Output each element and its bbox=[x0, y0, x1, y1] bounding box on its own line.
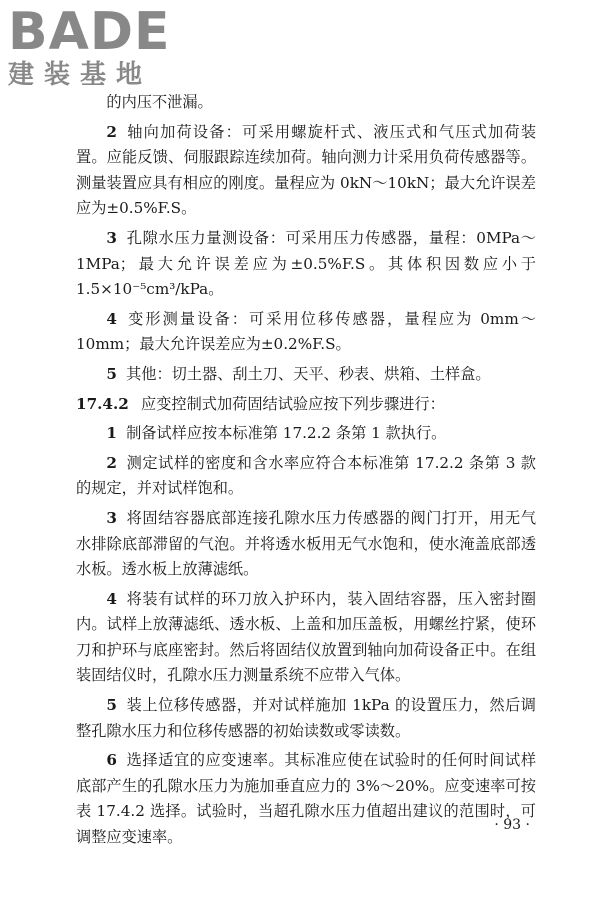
section-text: 应变控制式加荷固结试验应按下列步骤进行： bbox=[141, 394, 445, 413]
step-text: 选择适宜的应变速率。其标准应使在试验时的任何时间试样底部产生的孔隙水压力为施加垂直应力的 3%～20%。应变速率可按表 17.4.2 选择。试验时，当超孔隙水压力值超出建议的范围时，可调整应变速率。 bbox=[76, 751, 536, 847]
step-5 bbox=[76, 693, 536, 744]
item-text: 孔隙水压力量测设备：可采用压力传感器，量程：0MPa～1MPa；最大允许误差应为±0.5%F.S。其体积因数应小于 1.5×10⁻⁵cm³/kPa。 bbox=[76, 228, 536, 299]
page-number: · 93 · bbox=[494, 817, 530, 833]
document-body bbox=[76, 90, 536, 855]
item-4-deformation-equipment bbox=[76, 307, 536, 358]
section-number: 17.4.2 bbox=[76, 394, 129, 413]
item-number: 2 bbox=[106, 122, 117, 141]
step-2 bbox=[76, 451, 536, 502]
item-number: 5 bbox=[106, 364, 117, 383]
paragraph-text: 的内压不泄漏。 bbox=[106, 93, 213, 111]
watermark-logo bbox=[8, 2, 188, 90]
item-text: 其他：切土器、刮土刀、天平、秒表、烘箱、土样盒。 bbox=[126, 364, 491, 383]
step-4 bbox=[76, 587, 536, 689]
paragraph-continuation bbox=[106, 90, 536, 116]
item-5-other-equipment bbox=[76, 362, 536, 388]
section-heading-17-4-2 bbox=[76, 392, 536, 418]
step-number: 6 bbox=[106, 751, 117, 770]
item-2-loading-equipment bbox=[76, 120, 536, 222]
step-6 bbox=[76, 748, 536, 850]
item-text: 变形测量设备：可采用位移传感器，量程应为 0mm～10mm；最大允许误差应为±0.2%F.S。 bbox=[76, 309, 536, 354]
step-number: 4 bbox=[106, 589, 117, 608]
step-number: 3 bbox=[106, 508, 117, 527]
item-3-pore-pressure-equipment bbox=[76, 226, 536, 303]
step-text: 将装有试样的环刀放入护环内，装入固结容器，压入密封圈内。试样上放薄滤纸、透水板、上盖和加压盖板，用螺丝拧紧，使环刀和护环与底座密封。然后将固结仪放置到轴向加荷设备正中。在组装固结仪时，孔隙水压力测量系统不应带入气体。 bbox=[76, 589, 536, 685]
step-text: 装上位移传感器，并对试样施加 1kPa 的设置压力，然后调整孔隙水压力和位移传感器的初始读数或零读数。 bbox=[76, 696, 536, 740]
step-number: 2 bbox=[106, 453, 117, 472]
step-text: 测定试样的密度和含水率应符合本标准第 17.2.2 条第 3 款的规定，并对试样饱和。 bbox=[76, 453, 536, 498]
step-number: 1 bbox=[106, 424, 117, 443]
item-number: 4 bbox=[106, 309, 117, 328]
item-number: 3 bbox=[106, 228, 117, 247]
step-1 bbox=[76, 421, 536, 447]
step-text: 制备试样应按本标准第 17.2.2 条第 1 款执行。 bbox=[126, 424, 447, 443]
step-3 bbox=[76, 506, 536, 583]
watermark-brand: BADE bbox=[8, 2, 171, 62]
step-number: 5 bbox=[106, 696, 117, 715]
item-text: 轴向加荷设备：可采用螺旋杆式、液压式和气压式加荷装置。应能反馈、伺服跟踪连续加荷。轴向测力计采用负荷传感器等。测量装置应具有相应的刚度。量程应为 0kN～10kN；最大允许误差应为±0.5%F.S。 bbox=[76, 122, 536, 218]
watermark-subtitle: 建装基地 bbox=[8, 60, 153, 90]
step-text: 将固结容器底部连接孔隙水压力传感器的阀门打开，用无气水排除底部滞留的气泡。并将透水板用无气水饱和，使水淹盖底部透水板。透水板上放薄滤纸。 bbox=[76, 508, 536, 579]
